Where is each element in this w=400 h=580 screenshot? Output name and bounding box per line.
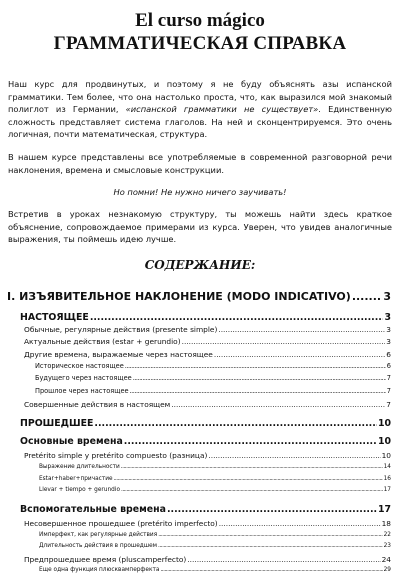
contents-heading: СОДЕРЖАНИЕ:	[144, 258, 256, 272]
toc-entry-page: 6	[386, 362, 391, 370]
toc-leader-dots	[167, 504, 377, 515]
toc-leader-dots	[130, 387, 386, 395]
toc-entry-title: Имперфект, как регулярные действия	[39, 532, 158, 538]
toc-leader-dots	[158, 543, 383, 549]
intro-quote: «испанской грамматики не существует»	[125, 104, 319, 114]
toc-entry-title: Предпрошедшее время (pluscamperfecto)	[24, 555, 187, 564]
toc-entry-page: 10	[381, 451, 391, 460]
intro-paragraph-1	[8, 78, 392, 141]
toc-entry-page: 7	[386, 374, 391, 382]
toc-entry-title: Прошлое через настоящее	[35, 387, 129, 395]
toc-entry[interactable]	[24, 337, 391, 347]
toc-entry[interactable]	[39, 567, 391, 575]
toc-entry-page: 14	[383, 464, 391, 470]
toc-entry-title: Выражение длительности	[39, 464, 120, 470]
toc-leader-dots	[218, 325, 385, 334]
toc-entry-title: Основные времена	[20, 436, 123, 447]
toc-entry[interactable]	[39, 476, 391, 484]
toc-entry-page: 7	[386, 400, 391, 409]
toc-leader-dots	[125, 362, 386, 370]
toc-entry-page: 23	[383, 543, 391, 549]
toc-entry-page: 17	[383, 487, 391, 493]
toc-entry[interactable]	[20, 436, 391, 448]
intro-paragraph-3: Встретив в уроках незнакомую структуру, ты можешь найти здесь краткое объяснение, сопровождаемое примерами из курса. Уверен, что увидев аналогичные выражения, ты поймешь идею лучше.	[8, 209, 392, 244]
toc-leader-dots	[208, 451, 380, 460]
toc-entry[interactable]	[39, 487, 391, 495]
toc-entry-title: Обычные, регулярные действия (presente simple)	[24, 325, 218, 334]
toc-entry-title: Estar+haber+причастие	[39, 476, 113, 482]
toc-entry-page: 3	[384, 312, 391, 323]
toc-entry-title: ПРОШЕДШЕЕ	[20, 418, 94, 429]
toc-entry-title: Совершенные действия в настоящем	[24, 400, 171, 409]
intro-paragraph-2: В нашем курсе представлены все употребляемые в современной разговорной речи наклонения, времена и смысловые конструкции.	[8, 152, 392, 175]
toc-entry-title: Длительность действия в прошедшем	[39, 543, 158, 549]
toc-entry-page: 3	[386, 325, 391, 334]
toc-entry-page: 6	[386, 350, 391, 359]
toc-entry-title: НАСТОЯЩЕЕ	[20, 312, 89, 323]
toc-entry-page: 18	[381, 519, 391, 528]
toc-entry-title: Актуальные действия (estar + gerundio)	[24, 337, 181, 346]
document-title: ГРАММАТИЧЕСКАЯ СПРАВКА	[53, 33, 347, 54]
toc-entry[interactable]	[24, 400, 391, 410]
toc-entry[interactable]	[20, 312, 391, 324]
toc-entry[interactable]	[20, 418, 391, 430]
toc-entry[interactable]	[35, 387, 391, 396]
course-title: El curso mágico	[135, 10, 265, 31]
toc-leader-dots	[219, 519, 381, 528]
toc-entry[interactable]	[24, 325, 391, 335]
toc-leader-dots	[114, 476, 383, 482]
toc-entry-page: 16	[383, 476, 391, 482]
toc-entry-title: Будущего через настоящее	[35, 374, 132, 382]
toc-entry-title: I. ИЗЪЯВИТЕЛЬНОЕ НАКЛОНЕНИЕ (MODO INDICATIVO)	[7, 290, 351, 303]
toc-entry-title: Llevar + tiempo + gerundio	[39, 487, 120, 493]
toc-leader-dots	[160, 567, 382, 573]
toc-entry[interactable]	[39, 464, 391, 472]
toc-entry-title: Pretérito simple у pretérito compuesto (разница)	[24, 451, 208, 460]
toc-entry[interactable]	[35, 374, 391, 383]
toc-leader-dots	[121, 487, 383, 493]
toc-leader-dots	[182, 337, 386, 346]
intro-text-b: . Единственную сложность представляет система глаголов. На ней и сконцентрируемся. Это очень логичная, почти математическая, структура.	[8, 104, 392, 139]
toc-leader-dots	[171, 400, 385, 409]
toc-entry[interactable]	[24, 451, 391, 461]
intro-text-a: Наш курс для продвинутых, и поэтому я не буду объяснять азы испанской грамматики. Тем более, что она настолько проста, что, как выразился мой знакомый полиглот из Германии,	[8, 79, 392, 114]
toc-entry[interactable]	[24, 350, 391, 360]
toc-leader-dots	[158, 532, 382, 538]
toc-entry-page: 10	[377, 436, 391, 447]
toc-entry-page: 17	[377, 504, 391, 515]
toc-entry[interactable]	[24, 519, 391, 529]
toc-entry[interactable]	[7, 290, 391, 304]
toc-leader-dots	[90, 312, 384, 323]
toc-entry-page: 10	[377, 418, 391, 429]
toc-entry-title: Несовершенное прошедшее (pretérito imperfecto)	[24, 519, 218, 528]
toc-entry-title: Еще одна функция плюсквамперфекта	[39, 567, 160, 573]
toc-leader-dots	[94, 418, 377, 429]
toc-entry[interactable]	[39, 532, 391, 540]
toc-entry[interactable]	[39, 543, 391, 551]
toc-entry-page: 7	[386, 387, 391, 395]
toc-entry-page: 22	[383, 532, 391, 538]
toc-entry-page: 3	[383, 290, 391, 303]
toc-entry-title: Историческое настоящее	[35, 362, 124, 370]
intro-note: Но помни! Не нужно ничего заучивать!	[113, 187, 287, 197]
toc-leader-dots	[121, 464, 383, 470]
toc-leader-dots	[124, 436, 377, 447]
toc-leader-dots	[133, 374, 386, 382]
toc-entry[interactable]	[20, 504, 391, 516]
toc-entry-title: Вспомогательные времена	[20, 504, 166, 515]
toc-leader-dots	[214, 350, 385, 359]
toc-entry-page: 29	[383, 567, 391, 573]
toc-entry-title: Другие времена, выражаемые через настоящее	[24, 350, 213, 359]
toc-entry[interactable]	[24, 555, 391, 565]
toc-entry-page: 3	[386, 337, 391, 346]
toc-leader-dots	[187, 555, 380, 564]
toc-entry-page: 24	[381, 555, 391, 564]
toc-leader-dots	[352, 290, 383, 303]
toc-entry[interactable]	[35, 362, 391, 371]
